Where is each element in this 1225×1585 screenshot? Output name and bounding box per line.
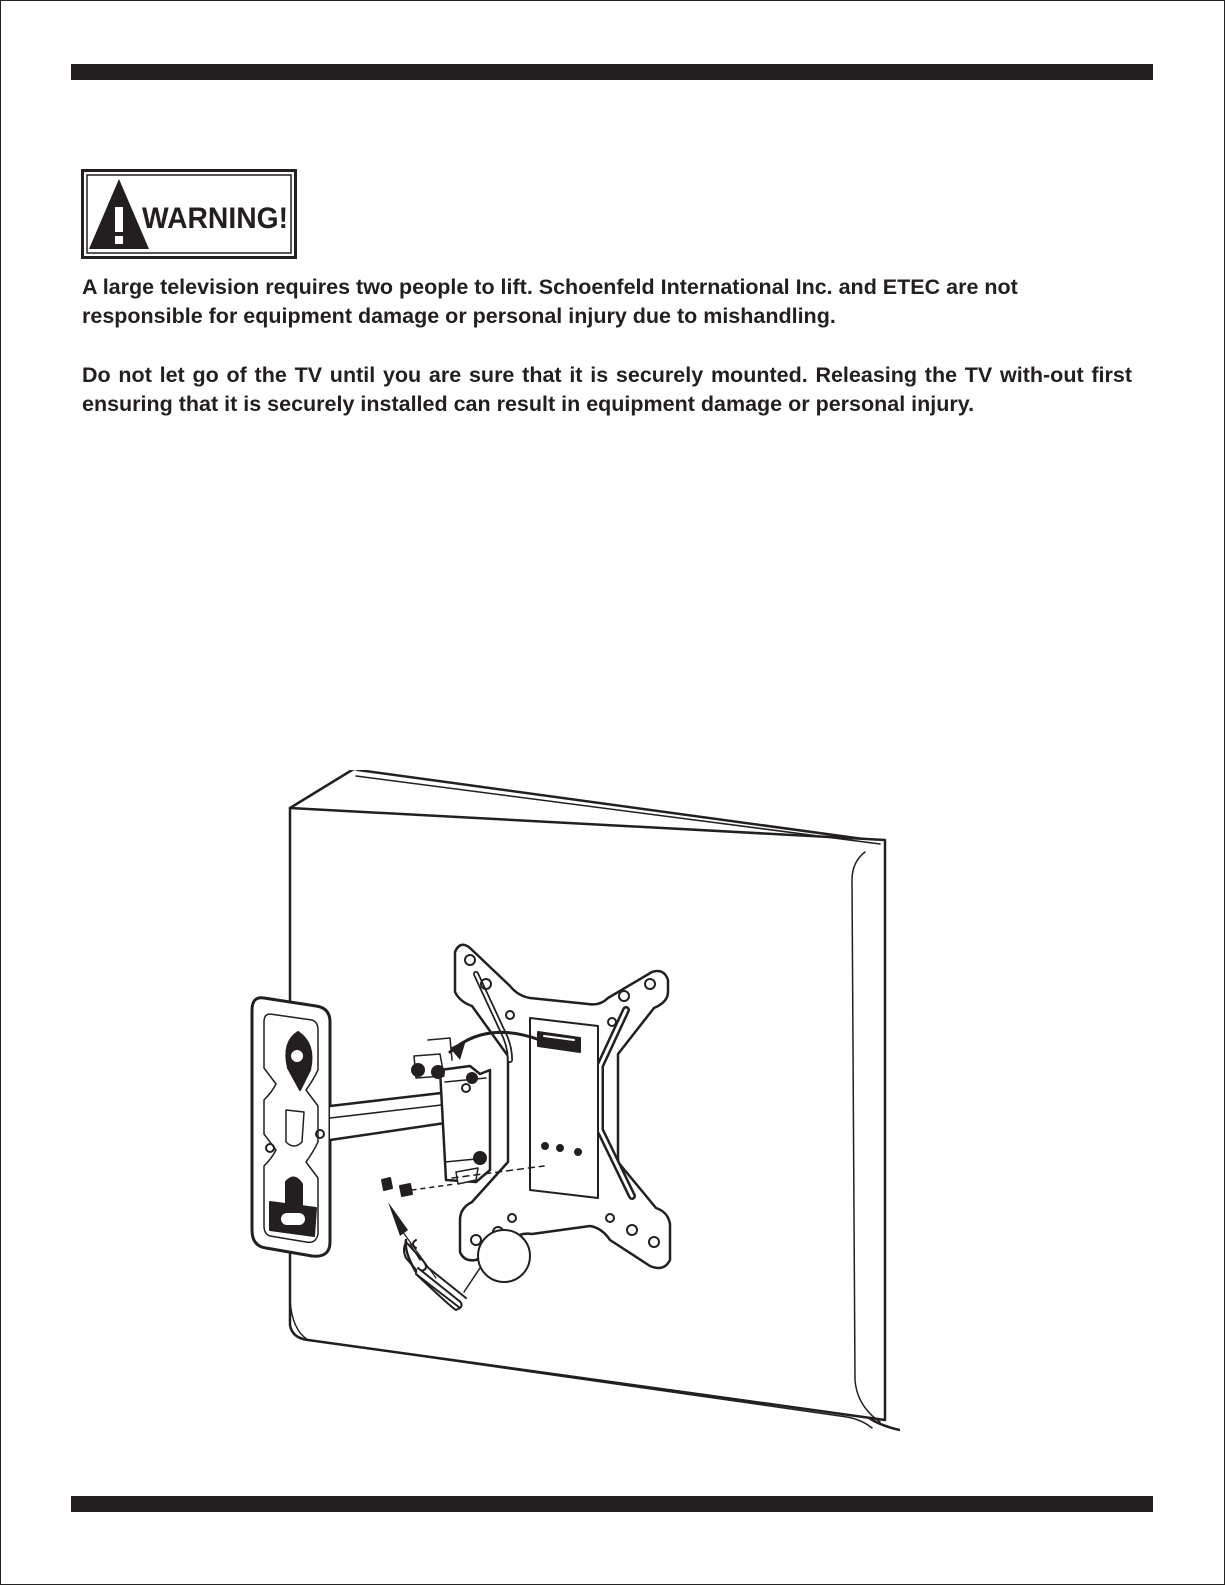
bottom-rule bbox=[71, 1496, 1153, 1512]
lifting-warning-paragraph: A large television requires two people to lift. Schoenfeld International Inc. and ETEC are not responsible for equipment damage or personal injury due to mishandling. bbox=[82, 275, 1018, 328]
warning-label bbox=[81, 169, 297, 259]
wall-plate bbox=[252, 998, 330, 1256]
warning-text: WARNING! bbox=[142, 202, 288, 235]
warning-sign bbox=[81, 169, 297, 259]
top-rule bbox=[71, 64, 1153, 80]
mount-illustration bbox=[240, 770, 900, 1435]
mounting-warning-paragraph: Do not let go of the TV until you are sure that it is securely mounted. Releasing the TV with-out first ensuring that it is securely installed can result in equipment damage or personal injury. bbox=[82, 363, 1132, 416]
